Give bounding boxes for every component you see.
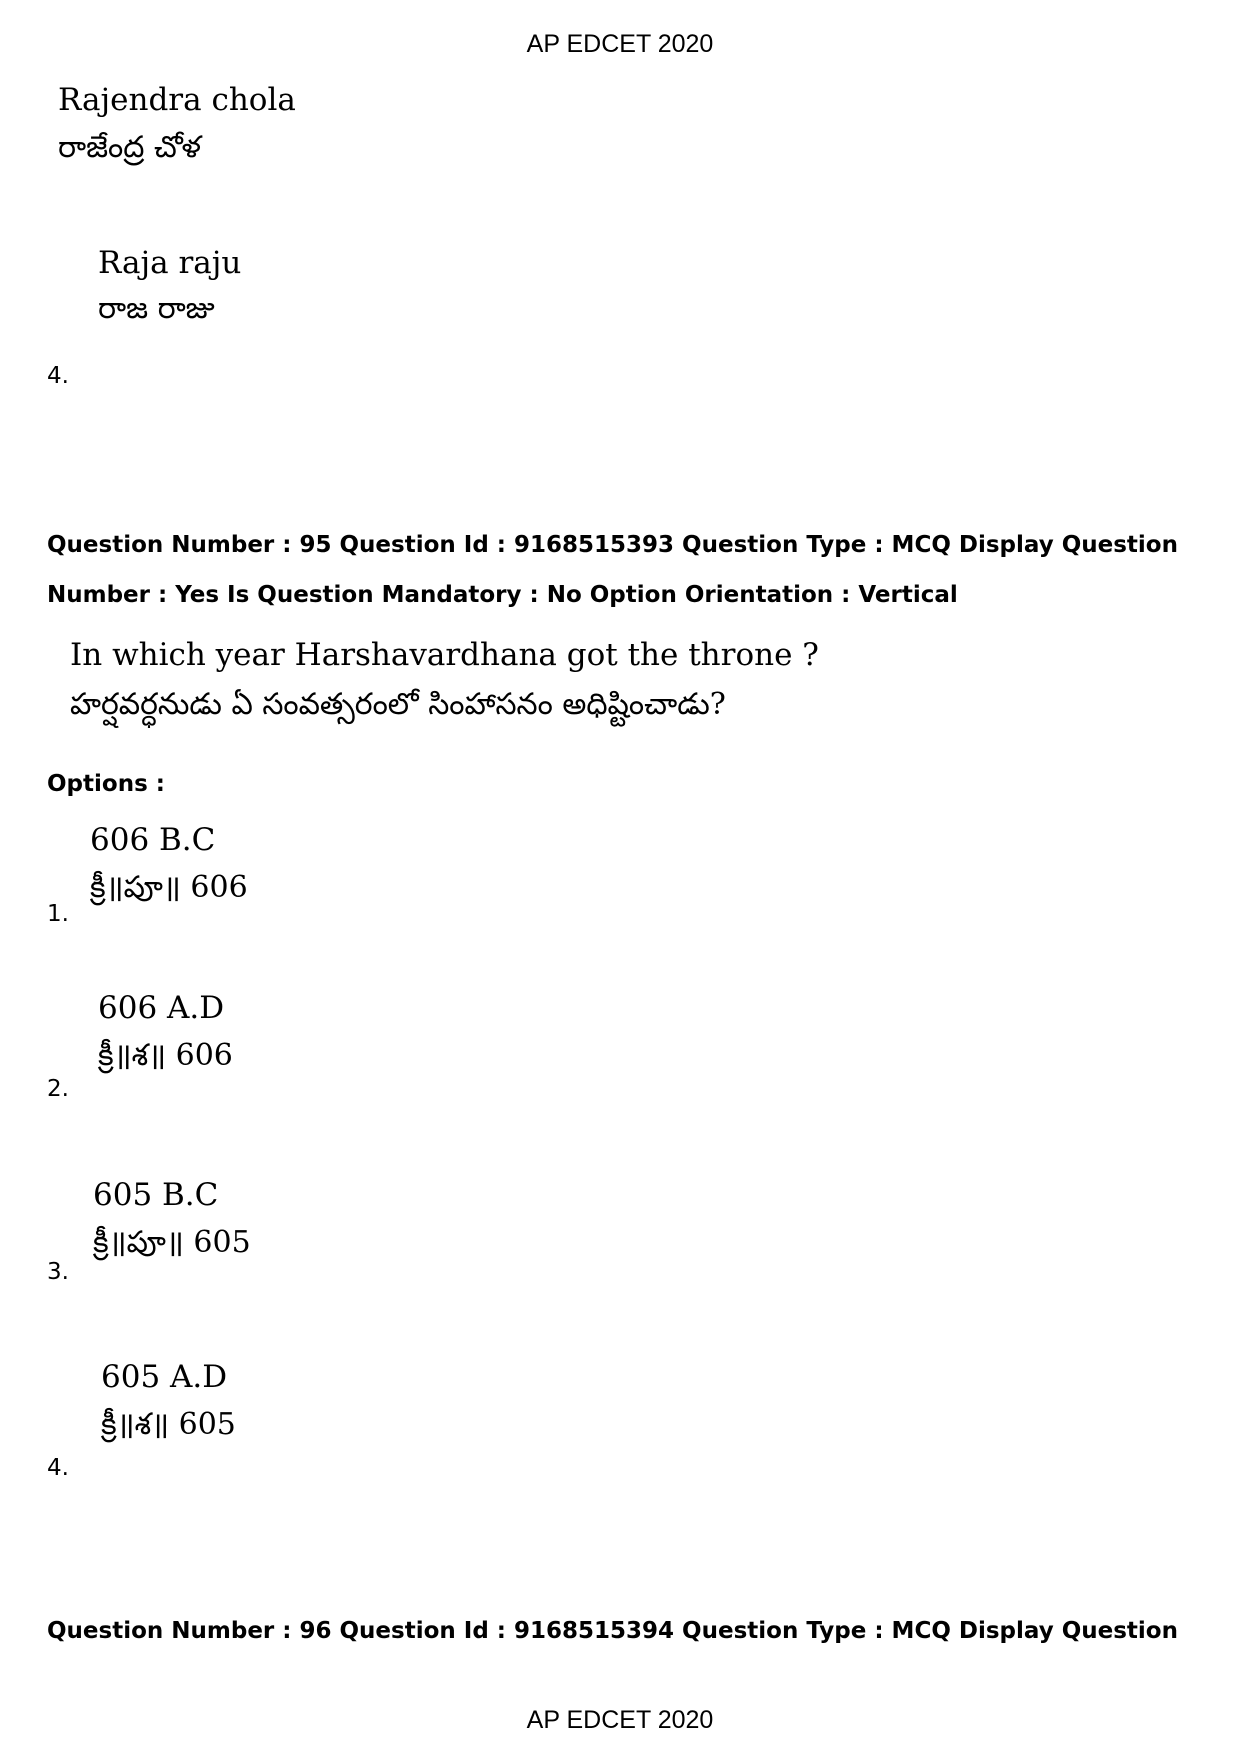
options-label: Options : (47, 771, 165, 797)
question-95-text-english: In which year Harshavardhana got the throne ? (70, 637, 819, 673)
option-4-number: 4. (47, 1455, 69, 1481)
question-95-meta: Question Number : 95 Question Id : 9168515393 Question Type : MCQ Display Question Number : Yes Is Question Mandatory : No Option Orientation : Vertical (47, 532, 1178, 608)
option-2-telugu: క్రీ॥శ॥ 606 (98, 1038, 233, 1073)
option-3-english: 605 B.C (93, 1177, 219, 1213)
page-header: AP EDCET 2020 (526, 30, 714, 58)
option-2-number: 2. (47, 1076, 69, 1102)
option-1-english: 606 B.C (90, 822, 216, 858)
option-3-telugu: క్రీ॥పూ॥ 605 (93, 1225, 251, 1260)
prev-option-4-number: 4. (47, 363, 69, 389)
option-4-telugu: క్రీ॥శ॥ 605 (101, 1407, 236, 1442)
prev-option-3-telugu: రాజేంద్ర చోళ (58, 130, 201, 165)
option-3-number: 3. (47, 1259, 69, 1285)
question-95-text-telugu: హర్షవర్ధనుడు ఏ సంవత్సరంలో సింహాసనం అధిష్టించాడు? (70, 687, 726, 722)
prev-option-4-telugu: రాజ రాజు (98, 291, 215, 326)
option-1-number: 1. (47, 901, 69, 927)
prev-option-3-english: Rajendra chola (58, 82, 296, 118)
option-4-english: 605 A.D (101, 1359, 228, 1395)
option-2-english: 606 A.D (98, 990, 225, 1026)
page-footer: AP EDCET 2020 (526, 1706, 714, 1734)
question-96-meta: Question Number : 96 Question Id : 9168515394 Question Type : MCQ Display Question (47, 1618, 1178, 1644)
prev-option-4-english: Raja raju (98, 245, 242, 281)
option-1-telugu: క్రీ॥పూ॥ 606 (90, 870, 248, 905)
